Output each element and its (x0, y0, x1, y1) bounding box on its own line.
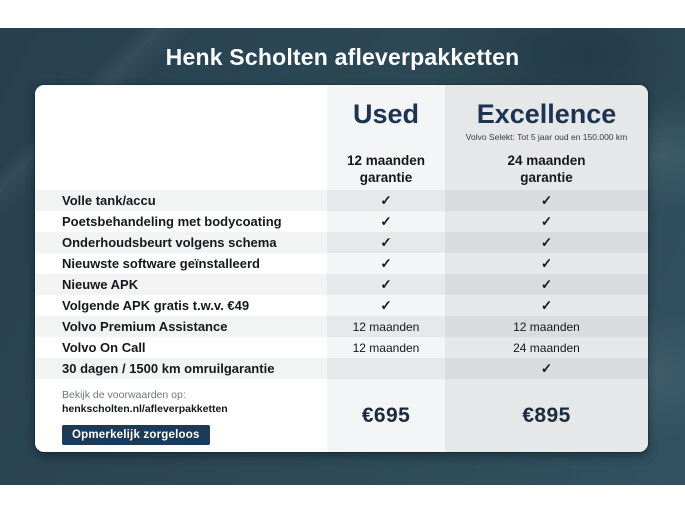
table-row (35, 211, 648, 232)
slogan-badge: Opmerkelijk zorgeloos (62, 425, 210, 445)
excellence-column-header (445, 85, 648, 190)
table-row (35, 232, 648, 253)
excellence-value: 24 maanden (513, 340, 580, 355)
excellence-value: ✓ (540, 360, 553, 376)
row-label: 30 dagen / 1500 km omruilgarantie (62, 361, 275, 376)
row-label: Nieuwste software geïnstalleerd (62, 256, 260, 271)
used-warranty (327, 152, 445, 187)
used-value: ✓ (380, 192, 392, 208)
row-label: Poetsbehandeling met bodycoating (62, 214, 282, 229)
table-row (35, 295, 648, 316)
used-value: ✓ (380, 276, 392, 292)
table-row (35, 274, 648, 295)
excellence-subtitle: Volvo Selekt: Tot 5 jaar oud en 150.000 km (465, 132, 628, 142)
table-footer (35, 379, 648, 452)
excellence-price: €895 (522, 403, 571, 427)
page-title: Henk Scholten afleverpakketten (165, 44, 520, 70)
table-row (35, 316, 648, 337)
excellence-value: ✓ (540, 234, 553, 250)
excellence-value: ✓ (540, 192, 553, 208)
excellence-value: ✓ (540, 276, 553, 292)
row-label: Volvo Premium Assistance (62, 319, 228, 334)
excellence-value: ✓ (540, 213, 553, 229)
dark-backdrop (0, 28, 685, 485)
used-column-header (327, 85, 445, 190)
used-value: ✓ (380, 234, 392, 250)
used-value: ✓ (380, 213, 392, 229)
feature-rows (35, 190, 648, 379)
used-warranty-text: 12 maanden garantie (346, 153, 426, 186)
excellence-value: ✓ (540, 255, 553, 271)
used-value: ✓ (380, 255, 392, 271)
table-header (35, 85, 648, 190)
row-label: Volle tank/accu (62, 193, 156, 208)
row-label: Onderhoudsbeurt volgens schema (62, 235, 277, 250)
excellence-value: 12 maanden (513, 319, 580, 334)
excellence-title: Excellence (476, 99, 617, 129)
table-row (35, 253, 648, 274)
used-value: ✓ (380, 297, 392, 313)
excellence-warranty (445, 152, 648, 187)
conditions-url: henkscholten.nl/afleverpakketten (62, 402, 228, 415)
table-row (35, 358, 648, 379)
excellence-value: ✓ (540, 297, 553, 313)
conditions-block (62, 389, 228, 445)
packages-card (35, 85, 648, 452)
used-price: €695 (361, 403, 411, 427)
used-value: 12 maanden (352, 319, 420, 334)
excellence-warranty-text: 24 maanden garantie (507, 153, 586, 186)
row-label: Nieuwe APK (62, 277, 139, 292)
used-title: Used (352, 99, 420, 129)
table-row (35, 190, 648, 211)
table-row (35, 337, 648, 358)
conditions-intro: Bekijk de voorwaarden op: (62, 389, 186, 401)
row-label: Volvo On Call (62, 340, 146, 355)
row-label: Volgende APK gratis t.w.v. €49 (62, 298, 250, 313)
used-value: 12 maanden (352, 340, 420, 355)
